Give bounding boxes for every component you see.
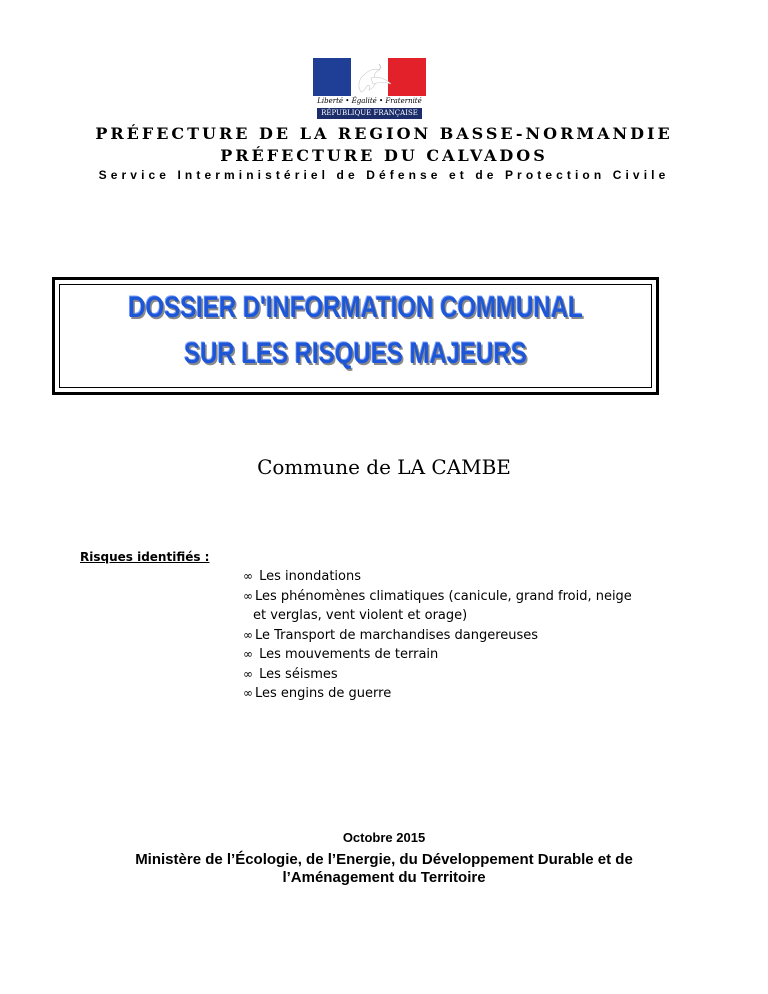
banner-inner-frame — [59, 284, 652, 388]
list-item — [243, 567, 632, 587]
risk-item-text: Le Transport de marchandises dangereuses — [255, 627, 539, 643]
risk-list — [243, 567, 632, 704]
risk-item-text: Les séismes — [259, 666, 338, 682]
list-item — [243, 665, 632, 685]
infinity-bullet-icon: ∞ — [243, 647, 253, 661]
risk-item-text: Les phénomènes climatiques (canicule, grand froid, neige — [255, 588, 632, 604]
ministry-name — [0, 851, 768, 887]
risks-heading: Risques identifiés : — [80, 550, 210, 564]
banner-title-line-1: DOSSIER D'INFORMATION COMMUNAL — [128, 291, 583, 324]
service-subtitle: Service Interministériel de Défense et de Protection Civile — [98, 168, 670, 182]
republic-label: RÉPUBLIQUE FRANÇAISE — [317, 108, 422, 119]
commune-name: Commune de LA CAMBE — [257, 455, 511, 479]
infinity-bullet-icon: ∞ — [243, 627, 253, 642]
republic-motto: Liberté • Égalité • Fraternité — [317, 97, 422, 105]
marianne-icon — [313, 58, 426, 96]
ministry-line-2: l’Aménagement du Territoire — [282, 869, 486, 886]
list-item — [243, 684, 632, 704]
republique-francaise-logo — [313, 58, 426, 120]
publication-date: Octobre 2015 — [342, 830, 426, 845]
prefecture-region-title: PRÉFECTURE DE LA REGION BASSE-NORMANDIE — [95, 124, 673, 143]
banner-title-line-2: SUR LES RISQUES MAJEURS — [184, 337, 527, 370]
risk-item-text: Les engins de guerre — [255, 686, 392, 701]
infinity-bullet-icon: ∞ — [243, 686, 253, 700]
list-item — [243, 626, 632, 646]
list-item — [243, 587, 632, 626]
list-item — [243, 645, 632, 665]
infinity-bullet-icon: ∞ — [243, 588, 253, 603]
infinity-bullet-icon: ∞ — [243, 569, 253, 583]
risk-item-text: Les inondations — [259, 569, 361, 584]
document-title-banner — [52, 277, 659, 395]
ministry-line-1: Ministère de l’Écologie, de l’Energie, du Développement Durable et de — [135, 851, 633, 868]
risk-item-continuation: et verglas, vent violent et orage) — [253, 608, 468, 623]
prefecture-department-title: PRÉFECTURE DU CALVADOS — [220, 146, 548, 165]
infinity-bullet-icon: ∞ — [243, 666, 253, 681]
risk-item-text: Les mouvements de terrain — [259, 647, 439, 662]
